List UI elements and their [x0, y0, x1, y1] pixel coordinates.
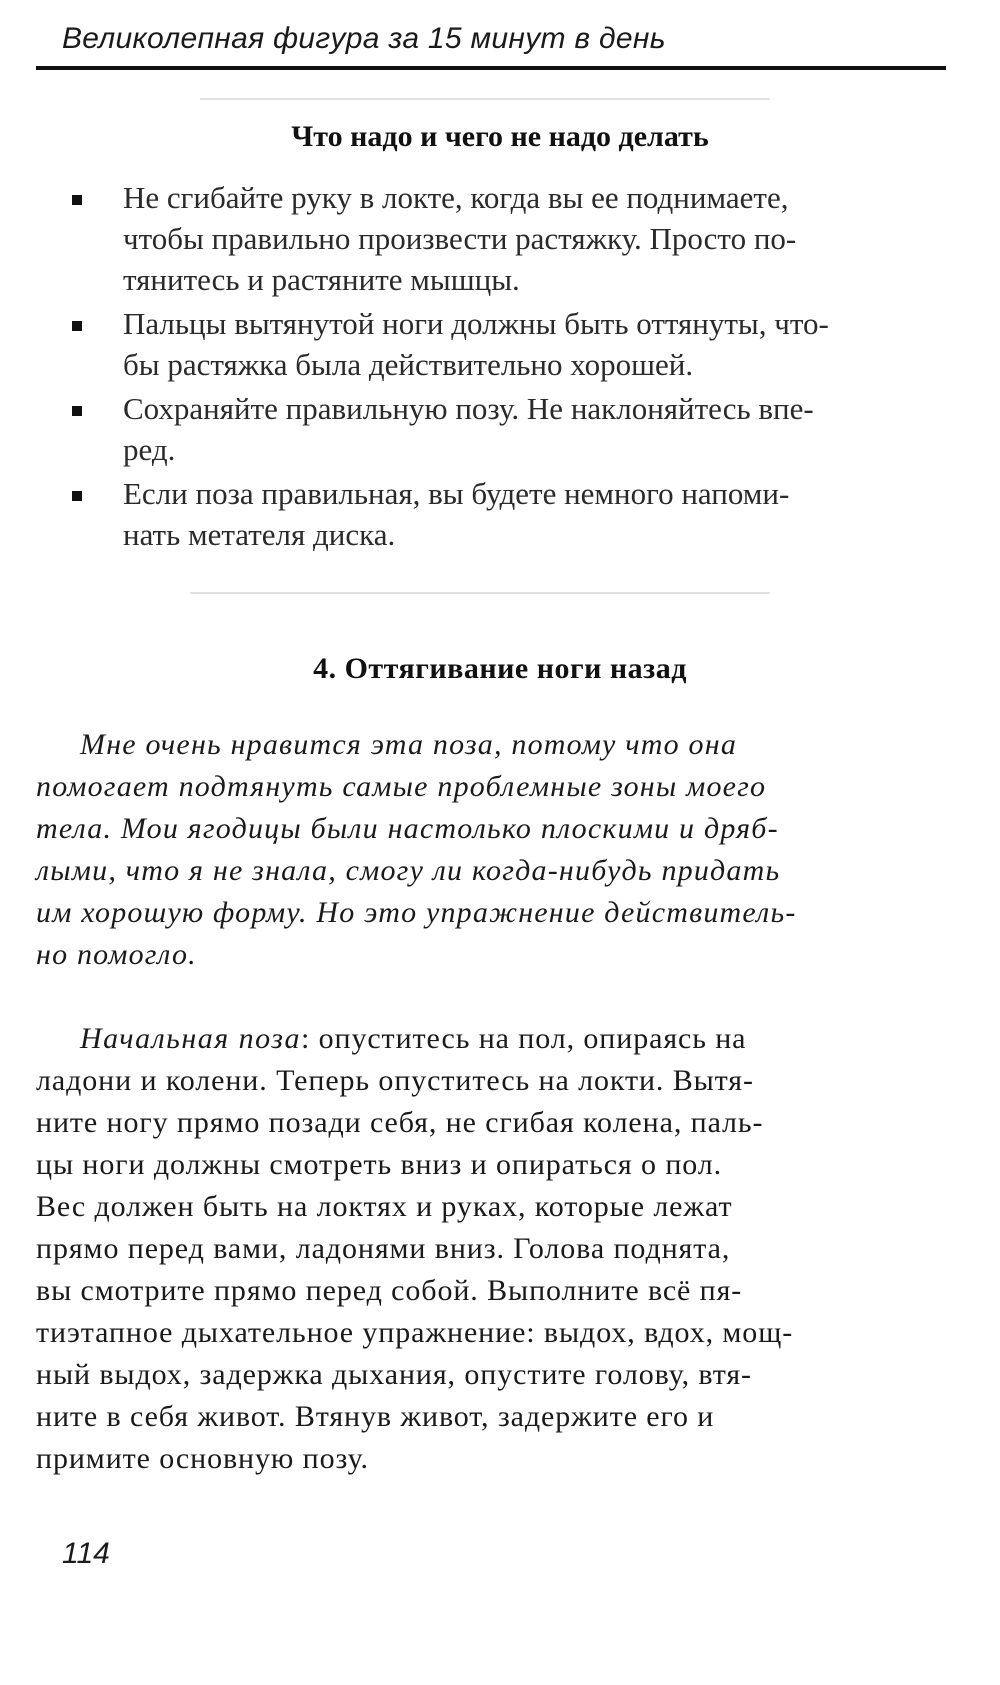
- bullet-marker: [72, 406, 82, 416]
- scan-artifact: [190, 592, 770, 594]
- tip-line: чтобы правильно произвести растяжку. Просто по-: [123, 221, 797, 256]
- page-number: 114: [62, 1537, 110, 1570]
- paragraph-first-line: [80, 1018, 1000, 1060]
- quote-line: им хорошую форму. Но это упражнение действитель-: [36, 896, 797, 929]
- paragraph-line: Вес должен быть на локтях и руках, которые лежат: [36, 1190, 733, 1223]
- exercise-heading: 4. Оттягивание ноги назад: [313, 652, 687, 685]
- tip-item: [0, 388, 1000, 470]
- running-header: Великолепная фигура за 15 минут в день: [62, 22, 666, 55]
- scan-artifact: [200, 98, 770, 100]
- starting-position-label: Начальная поза: [80, 1022, 301, 1055]
- tip-line: тянитесь и растяните мышцы.: [123, 262, 520, 297]
- tip-line: Если поза правильная, вы будете немного напоми-: [123, 476, 790, 511]
- tips-heading: Что надо и чего не надо делать: [291, 120, 709, 153]
- starting-position-text: : опуститесь на пол, опираясь на: [300, 1022, 747, 1055]
- tip-item: [0, 473, 1000, 555]
- tip-item: [0, 303, 1000, 385]
- tips-list: [0, 177, 1000, 558]
- bullet-marker: [72, 491, 82, 501]
- testimonial-quote: [0, 724, 1000, 976]
- quote-line: тела. Мои ягодицы были настолько плоскими и дряб-: [36, 812, 779, 845]
- paragraph-line: ните в себя живот. Втянув живот, задержите его и: [36, 1400, 715, 1433]
- tip-item: [0, 177, 1000, 300]
- paragraph-line: прямо перед вами, ладонями вниз. Голова поднята,: [36, 1232, 731, 1265]
- tip-line: Пальцы вытянутой ноги должны быть оттянуты, что-: [123, 306, 829, 341]
- quote-line: помогает подтянуть самые проблемные зоны моего: [36, 770, 767, 803]
- bullet-marker: [72, 321, 82, 331]
- header-rule: [36, 66, 946, 70]
- paragraph-line: ный выдох, задержка дыхания, опустите голову, втя-: [36, 1358, 752, 1391]
- paragraph-line: цы ноги должны смотреть вниз и опираться о пол.: [36, 1148, 723, 1181]
- quote-line: но помогло.: [36, 938, 197, 971]
- paragraph-line: вы смотрите прямо перед собой. Выполните всё пя-: [36, 1274, 743, 1307]
- quote-line: Мне очень нравится эта поза, потому что она: [80, 728, 738, 761]
- tip-line: бы растяжка была действительно хорошей.: [123, 347, 694, 382]
- tip-line: Не сгибайте руку в локте, когда вы ее поднимаете,: [123, 180, 789, 215]
- quote-line: лыми, что я не знала, смогу ли когда-нибудь придать: [36, 854, 781, 887]
- paragraph-line: ните ногу прямо позади себя, не сгибая колена, паль-: [36, 1106, 764, 1139]
- paragraph-line: тиэтапное дыхательное упражнение: выдох, вдох, мощ-: [36, 1316, 794, 1349]
- bullet-marker: [72, 195, 82, 205]
- tip-line: нать метателя диска.: [123, 517, 396, 552]
- tip-line: ред.: [123, 432, 176, 467]
- paragraph-line: примите основную позу.: [36, 1442, 369, 1475]
- starting-position-paragraph: [0, 1018, 1000, 1480]
- tip-line: Сохраняйте правильную позу. Не наклоняйтесь впе-: [123, 391, 814, 426]
- paragraph-line: ладони и колени. Теперь опуститесь на локти. Вытя-: [36, 1064, 754, 1097]
